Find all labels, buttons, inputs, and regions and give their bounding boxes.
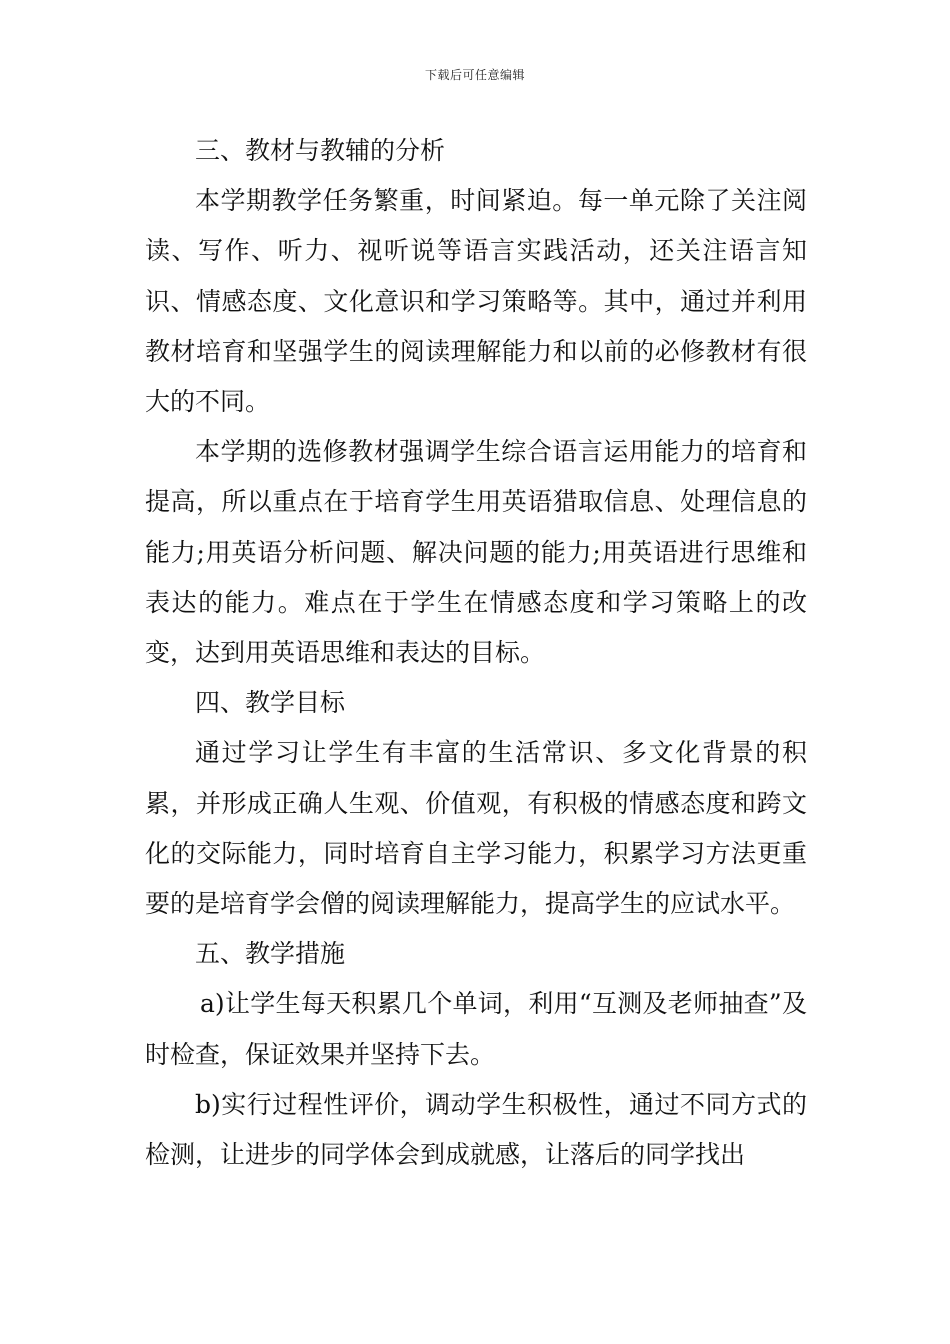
section-heading-materials: 三、教材与教辅的分析 <box>195 136 446 165</box>
section-heading-measures: 五、教学措施 <box>195 939 346 969</box>
paragraph-materials-focus: 本学期的选修教材强调学生综合语言运用能力的培育和提高，所以重点在于培育学生用英语猎取信息、处理信息的能力;用英语分析问题、解决问题的能力;用英语进行思维和表达的能力。难点在于学生在情感态度和学习策略上的改变，达到用英语思维和表达的目标。 <box>145 437 807 668</box>
header-note: 下载后可任意编辑 <box>424 68 525 82</box>
paragraph-measure-b: b)实行过程性评价，调动学生积极性，通过不同方式的检测，让进步的同学体会到成就感，让落后的同学找出 <box>145 1089 807 1170</box>
paragraph-goals: 通过学习让学生有丰富的生活常识、多文化背景的积累，并形成正确人生观、价值观，有积极的情感态度和跨文化的交际能力，同时培育自主学习能力，积累学习方法更重要的是培育学会僧的阅读理解能力，提高学生的应试水平。 <box>145 738 807 919</box>
document-body <box>145 126 807 1180</box>
paragraph-materials-workload: 本学期教学任务繁重，时间紧迫。每一单元除了关注阅读、写作、听力、视听说等语言实践活动，还关注语言知识、情感态度、文化意识和学习策略等。其中，通过并利用教材培育和坚强学生的阅读理解能力和以前的必修教材有很大的不同。 <box>145 186 807 417</box>
paragraph-measure-a: a)让学生每天积累几个单词，利用“互测及老师抽查”及时检查，保证效果并坚持下去。 <box>145 989 807 1069</box>
section-heading-goals: 四、教学目标 <box>195 688 346 718</box>
